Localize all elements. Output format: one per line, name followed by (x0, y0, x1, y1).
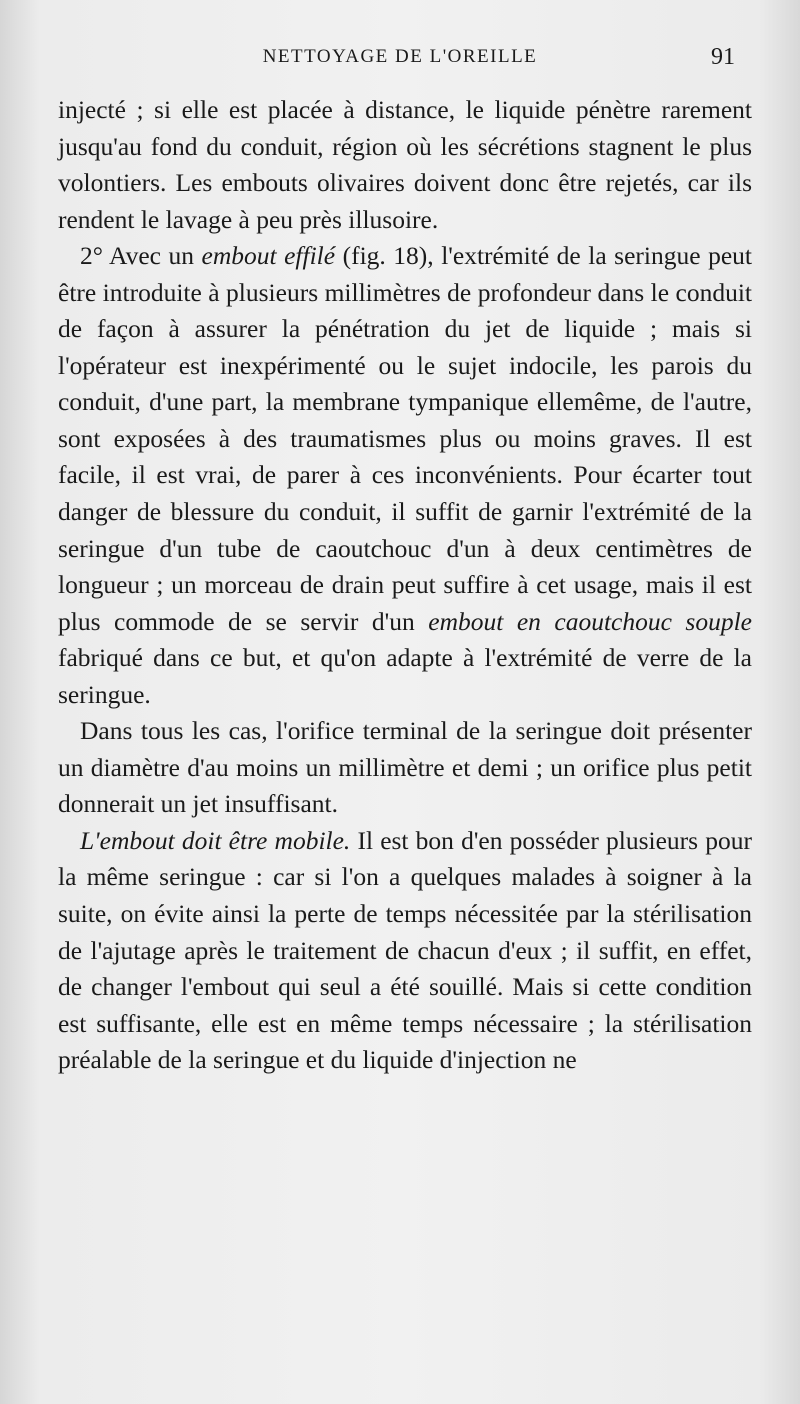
paragraph-2-lead: 2° Avec un (80, 241, 202, 271)
paragraph-2-middle: (fig. 18), l'extrémité de la seringue peut être introduite à plusieurs millimètres de profondeur dans le conduit de façon à assurer la pénétration du jet de liquide ; mais si l'opérateur est inexpérimenté ou le sujet indocile, les parois du conduit, d'une part, la membrane tympanique ellemême, de l'autre, sont exposées à des traumatismes plus ou moins graves. Il est facile, il est vrai, de parer à ces inconvénients. Pour écarter tout danger de blessure du conduit, il suffit de garnir l'extrémité de la seringue d'un tube de caoutchouc d'un à deux centimètres de longueur ; un morceau de drain peut suffire à cet usage, mais il est plus commode de se servir d'un (58, 241, 752, 636)
paragraph-4 (58, 823, 752, 1079)
paragraph-1 (58, 92, 752, 238)
paragraph-2-tail: fabriqué dans ce but, et qu'on adapte à l'extrémité de verre de la seringue. (58, 643, 752, 709)
paragraph-1-text: injecté ; si elle est placée à distance, le liquide pénètre rarement jusqu'au fond du conduit, région où les sécrétions stagnent le plus volontiers. Les embouts olivaires doivent donc être rejetés, car ils rendent le lavage à peu près illusoire. (58, 95, 752, 234)
body-text (58, 92, 752, 1079)
paragraph-2 (58, 238, 752, 713)
term-embout-caoutchouc: embout en caoutchouc souple (428, 606, 752, 636)
paragraph-4-tail: Il est bon d'en posséder plusieurs pour la même seringue : car si l'on a quelques malades à soigner à la suite, on évite ainsi la perte de temps nécessitée par la stérilisation de l'ajutage après le traitement de chacun d'eux ; il suffit, en effet, de changer l'embout qui seul a été souillé. Mais si cette condition est suffisante, elle est en même temps nécessaire ; la stérilisation préalable de la seringue et du liquide d'injection ne (58, 825, 752, 1075)
term-embout-effile: embout effilé (201, 241, 336, 271)
paragraph-3 (58, 713, 752, 823)
page-header (55, 40, 745, 76)
term-embout-mobile: L'embout doit être mobile. (80, 825, 351, 855)
running-head: NETTOYAGE DE L'OREILLE (262, 46, 538, 67)
paragraph-3-text: Dans tous les cas, l'orifice terminal de la seringue doit présenter un diamètre d'au moins un millimètre et demi ; un orifice plus petit donnerait un jet insuffisant. (58, 716, 752, 819)
page-number: 91 (711, 44, 735, 70)
